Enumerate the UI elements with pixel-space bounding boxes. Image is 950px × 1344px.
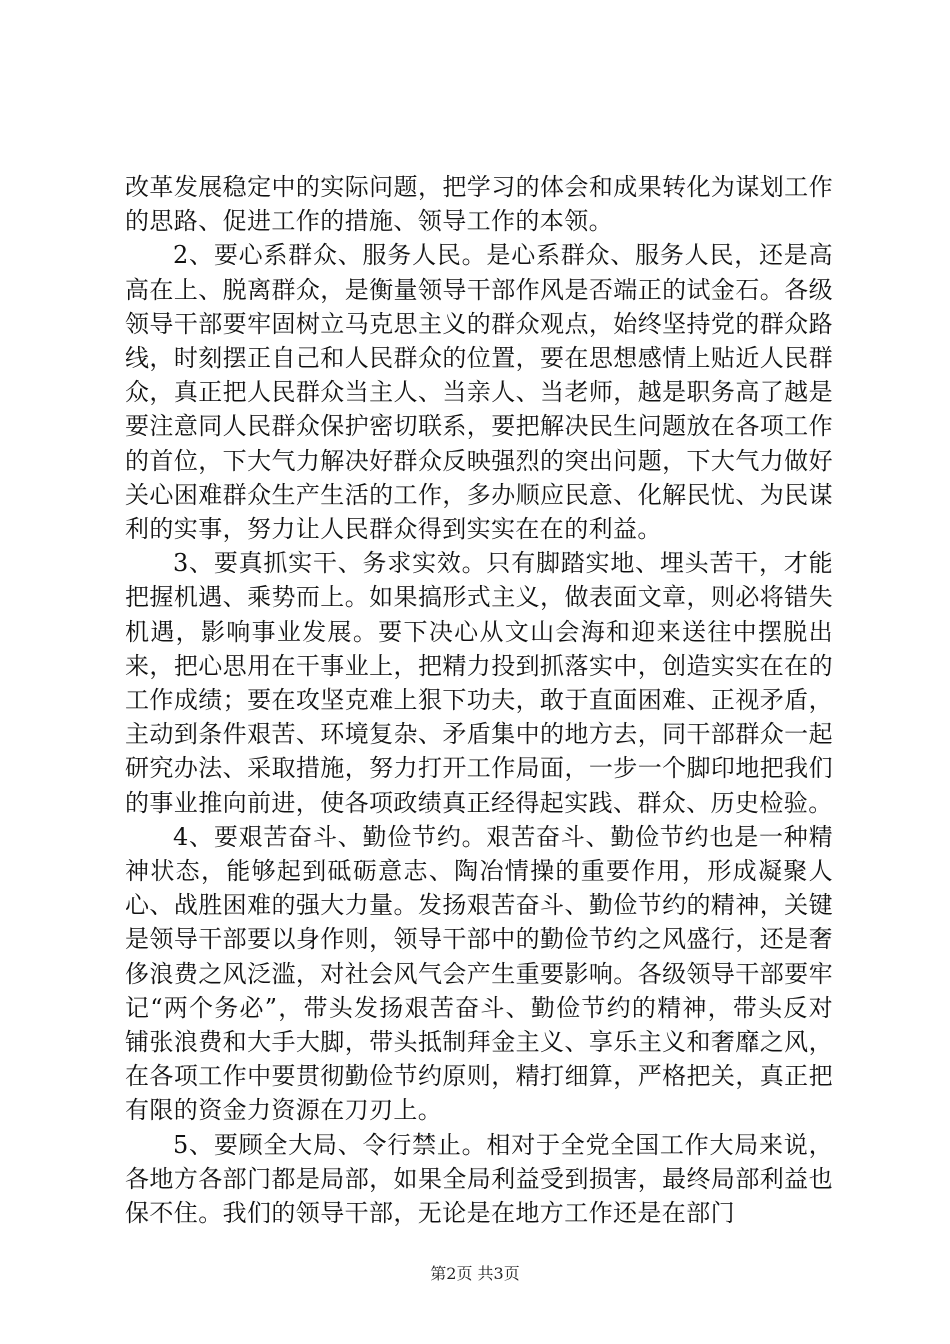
paragraph-continuation: 改革发展稳定中的实际问题，把学习的体会和成果转化为谋划工作的思路、促进工作的措施、领导工作的本领。 [125, 173, 833, 236]
paragraph-3: 3、要真抓实干、务求实效。只有脚踏实地、埋头苦干，才能把握机遇、乘势而上。如果搞形式主义，做表面文章，则必将错失机遇，影响事业发展。要下决心从文山会海和迎来送往中摆脱出来，把心思用在干事业上，把精力投到抓落实中，创造实实在在的工作成绩；要在攻坚克难上狠下功夫，敢于直面困难、正视矛盾，主动到条件艰苦、环境复杂、矛盾集中的地方去，同干部群众一起研究办法、采取措施，努力打开工作局面，一步一个脚印地把我们的事业推向前进，使各项政绩真正经得起实践、群众、历史检验。 [125, 549, 833, 817]
paragraph-4: 4、要艰苦奋斗、勤俭节约。艰苦奋斗、勤俭节约也是一种精神状态，能够起到砥砺意志、陶冶情操的重要作用，形成凝聚人心、战胜困难的强大力量。发扬艰苦奋斗、勤俭节约的精神，关键是领导干部要以身作则，领导干部中的勤俭节约之风盛行，还是奢侈浪费之风泛滥，对社会风气会产生重要影响。各级领导干部要牢记“两个务必”，带头发扬艰苦奋斗、勤俭节约的精神，带头反对铺张浪费和大手大脚，带头抵制拜金主义、享乐主义和奢靡之风，在各项工作中要贯彻勤俭节约原则，精打细算，严格把关，真正把有限的资金力资源在刀刃上。 [125, 822, 833, 1125]
document-body [125, 170, 833, 1230]
paragraph-2: 2、要心系群众、服务人民。是心系群众、服务人民，还是高高在上、脱离群众，是衡量领导干部作风是否端正的试金石。各级领导干部要牢固树立马克思主义的群众观点，始终坚持党的群众路线，时刻摆正自己和人民群众的位置，要在思想感情上贴近人民群众，真正把人民群众当主人、当亲人、当老师，越是职务高了越是要注意同人民群众保护密切联系，要把解决民生问题放在各项工作的首位，下大气力解决好群众反映强烈的突出问题，下大气力做好关心困难群众生产生活的工作，多办顺应民意、化解民忧、为民谋利的实事，努力让人民群众得到实实在在的利益。 [125, 241, 833, 544]
page-number-footer: 第2页 共3页 [430, 1264, 520, 1283]
paragraph-5: 5、要顾全大局、令行禁止。相对于全党全国工作大局来说，各地方各部门都是局部，如果全局利益受到损害，最终局部利益也保不住。我们的领导干部，无论是在地方工作还是在部门 [125, 1130, 833, 1228]
